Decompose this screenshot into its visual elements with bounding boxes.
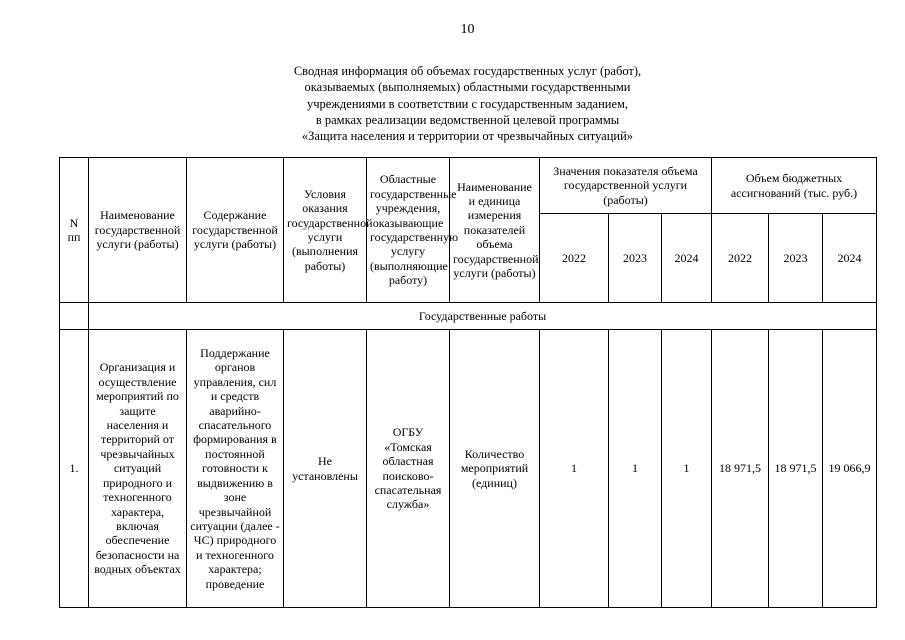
section-row (60, 303, 877, 330)
header-indicator: Наименование и единица измерения показателей объема государственной услуги (работы) (450, 158, 540, 303)
row-conditions: Не установлены (284, 330, 367, 608)
title-line: Сводная информация об объемах государственных услуг (работ), (293, 64, 642, 78)
header-conditions: Условия оказания государственной услуги (выполнения работы) (284, 158, 367, 303)
document-title (0, 63, 905, 144)
row-service-name: Организация и осуществление мероприятий по защите населения и территорий от чрезвычайных ситуаций природного и техногенного характера, включая обеспечение безопасности на водных объектах (89, 330, 187, 608)
row-budget-2023: 18 971,5 (769, 330, 823, 608)
row-volume-2024: 1 (662, 330, 712, 608)
title-line: «Защита населения и территории от чрезвычайных ситуаций» (301, 129, 634, 144)
header-volume-group: Значения показателя объема государственной услуги (работы) (540, 158, 712, 214)
header-volume-year: 2023 (609, 214, 662, 303)
header-budget-year: 2023 (769, 214, 823, 303)
row-budget-2024: 19 066,9 (823, 330, 877, 608)
table-row (60, 330, 877, 608)
title-line: в рамках реализации ведомственной целевой программы (315, 112, 620, 127)
services-table (59, 157, 877, 608)
header-row (60, 158, 877, 214)
row-indicator: Количество мероприятий (единиц) (450, 330, 540, 608)
header-num: N пп (60, 158, 89, 303)
header-volume-year: 2022 (540, 214, 609, 303)
section-label: Государственные работы (89, 303, 877, 330)
title-line: оказываемых (выполняемых) областными государственными (304, 80, 631, 95)
header-budget-group: Объем бюджетных ассигнований (тыс. руб.) (712, 158, 877, 214)
row-budget-2022: 18 971,5 (712, 330, 769, 608)
row-service-content: Поддержание органов управления, сил и средств аварийно-спасательного формирования в постоянной готовности к выдвижению в зоне чрезвычайной ситуации (далее - ЧС) природного и техногенного характера; проведение (187, 330, 284, 608)
row-institution: ОГБУ «Томская областная поисково-спасательная служба» (367, 330, 450, 608)
section-num-cell (60, 303, 89, 330)
header-budget-year: 2022 (712, 214, 769, 303)
header-volume-year: 2024 (662, 214, 712, 303)
row-volume-2023: 1 (609, 330, 662, 608)
page-number: 10 (460, 22, 475, 37)
header-institutions: Областные государственные учреждения, оказывающие государственную услугу (выполняющие работу) (367, 158, 450, 303)
row-volume-2022: 1 (540, 330, 609, 608)
title-line: учреждениями в соответствии с государственным заданием, (306, 96, 629, 111)
row-num: 1. (60, 330, 89, 608)
header-budget-year: 2024 (823, 214, 877, 303)
header-service-name: Наименование государственной услуги (работы) (89, 158, 187, 303)
header-service-content: Содержание государственной услуги (работы) (187, 158, 284, 303)
